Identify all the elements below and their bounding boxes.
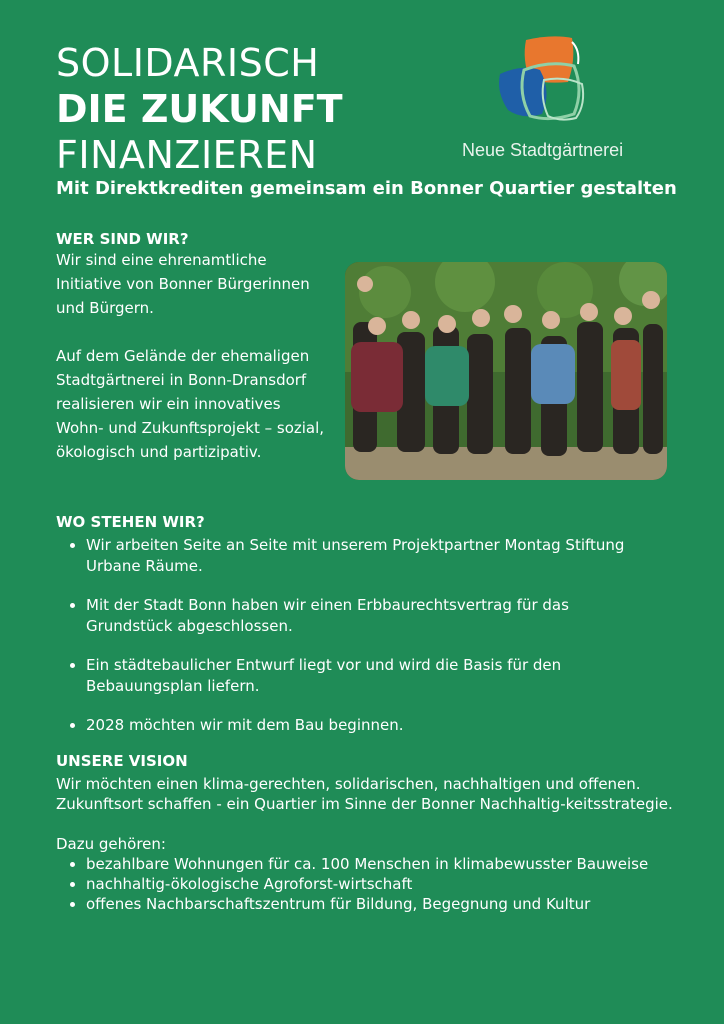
vision-section [56, 752, 676, 914]
list-item: • Mit der Stadt Bonn haben wir einen Erbbaurechtsvertrag für das Grundstück abgeschlossen. [86, 595, 656, 637]
list-item: • nachhaltig-ökologische Agroforst-wirtschaft [86, 874, 676, 894]
subtitle: Mit Direktkrediten gemeinsam ein Bonner Quartier gestalten [56, 178, 677, 199]
vision-heading: UNSERE VISION [56, 752, 188, 770]
vision-list [56, 854, 676, 914]
list-item: • Ein städtebaulicher Entwurf liegt vor und wird die Basis für den Bebauungsplan liefern. [86, 655, 656, 697]
list-item: • Wir arbeiten Seite an Seite mit unserem Projektpartner Montag Stiftung Urbane Räume. [86, 535, 656, 577]
who-paragraph-2: Auf dem Gelände der ehemaligen Stadtgärtnerei in Bonn-Dransdorf realisieren wir ein innovatives Wohn- und Zukunftsprojekt – sozial, ökologisch und partizipativ. [56, 347, 325, 461]
title-line-3: FINANZIEREN [56, 133, 318, 177]
logo-name: Neue Stadtgärtnerei [462, 140, 624, 160]
where-section [56, 513, 656, 754]
who-paragraph-1: Wir sind eine ehrenamtliche Initiative von Bonner Bürgerinnen und Bürgern. [56, 251, 310, 317]
where-list [56, 535, 656, 736]
vision-paragraph: Wir möchten einen klima-gerechten, solidarischen, nachhaltigen und offenen. Zukunftsort schaffen - ein Quartier im Sinne der Bonner Nachhaltig-keitsstrategie. [56, 775, 673, 813]
title-line-2: DIE ZUKUNFT [56, 87, 343, 131]
list-item: • bezahlbare Wohnungen für ca. 100 Menschen in klimabewusster Bauweise [86, 854, 676, 874]
list-item: • 2028 möchten wir mit dem Bau beginnen. [86, 715, 656, 736]
page-title [56, 40, 343, 178]
where-heading: WO STEHEN WIR? [56, 513, 205, 531]
list-item: • offenes Nachbarschaftszentrum für Bildung, Begegnung und Kultur [86, 894, 676, 914]
who-section [56, 230, 326, 488]
title-line-1: SOLIDARISCH [56, 41, 320, 85]
vision-list-intro: Dazu gehören: [56, 835, 166, 853]
group-photo [345, 262, 667, 480]
who-heading: WER SIND WIR? [56, 230, 189, 248]
